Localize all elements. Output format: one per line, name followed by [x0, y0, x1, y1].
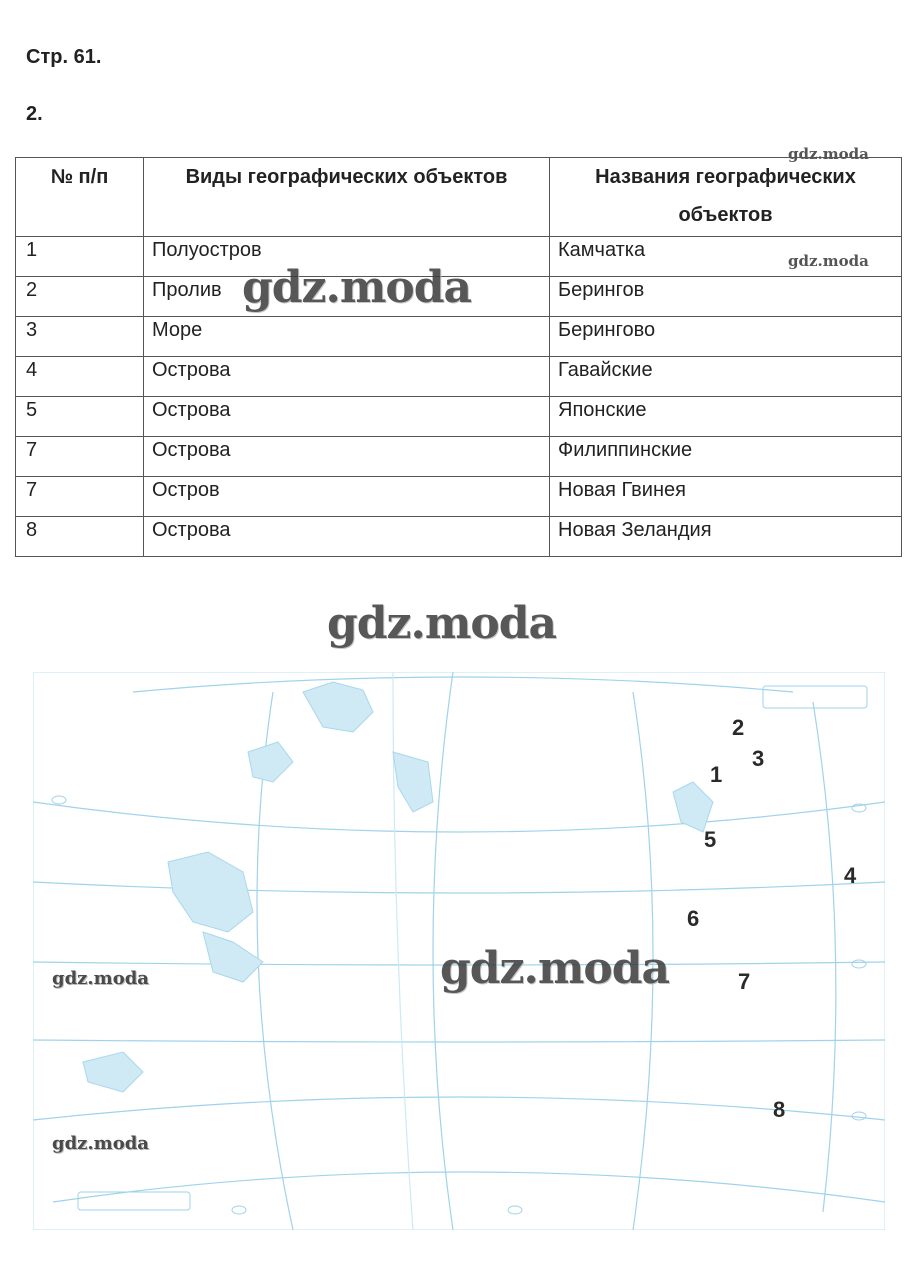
map-label-6: 6 — [687, 906, 700, 931]
row-name: Гавайские — [550, 357, 902, 397]
col-header-name: Названия географических объектов — [550, 158, 902, 237]
watermark-logo: gdz.moda — [788, 145, 869, 163]
row-type: Полуостров — [144, 237, 550, 277]
row-number: 7 — [16, 477, 144, 517]
col-header-type: Виды географических объектов — [144, 158, 550, 237]
table-row — [16, 477, 902, 517]
table-row — [16, 437, 902, 477]
row-type: Острова — [144, 397, 550, 437]
map-label-4: 4 — [844, 863, 857, 888]
row-number: 2 — [16, 277, 144, 317]
row-name: Камчатка — [550, 237, 902, 277]
map-label-1: 1 — [710, 762, 723, 787]
row-type: Острова — [144, 437, 550, 477]
row-number: 8 — [16, 517, 144, 557]
row-number: 4 — [16, 357, 144, 397]
row-number: 1 — [16, 237, 144, 277]
map-label-8: 8 — [773, 1097, 786, 1122]
col-header-number: № п/п — [16, 158, 144, 237]
watermark-logo: gdz.moda — [52, 968, 149, 989]
map-label-7: 7 — [738, 969, 751, 994]
row-type: Остров — [144, 477, 550, 517]
table-row — [16, 517, 902, 557]
map-label-5: 5 — [704, 827, 717, 852]
watermark-logo: gdz.moda — [242, 262, 472, 313]
watermark-logo: gdz.moda — [788, 252, 869, 270]
map-label-2: 2 — [732, 715, 745, 740]
watermark-logo: gdz.moda — [440, 943, 670, 994]
row-type: Море — [144, 317, 550, 357]
row-type: Острова — [144, 517, 550, 557]
row-name: Филиппинские — [550, 437, 902, 477]
row-name: Новая Зеландия — [550, 517, 902, 557]
geo-objects-table — [15, 157, 902, 557]
task-number: 2. — [26, 103, 43, 125]
row-number: 3 — [16, 317, 144, 357]
table-row — [16, 317, 902, 357]
page-reference: Стр. 61. — [26, 46, 102, 68]
row-type: Острова — [144, 357, 550, 397]
map-label-3: 3 — [752, 746, 765, 771]
watermark-logo: gdz.moda — [52, 1133, 149, 1154]
row-name: Новая Гвинея — [550, 477, 902, 517]
row-number: 5 — [16, 397, 144, 437]
table-row — [16, 397, 902, 437]
row-name: Японские — [550, 397, 902, 437]
table-header-row — [16, 158, 902, 237]
row-name: Берингов — [550, 277, 902, 317]
watermark-logo: gdz.moda — [327, 598, 557, 649]
row-number: 7 — [16, 437, 144, 477]
row-type: Пролив — [144, 277, 550, 317]
table-row — [16, 357, 902, 397]
row-name: Берингово — [550, 317, 902, 357]
